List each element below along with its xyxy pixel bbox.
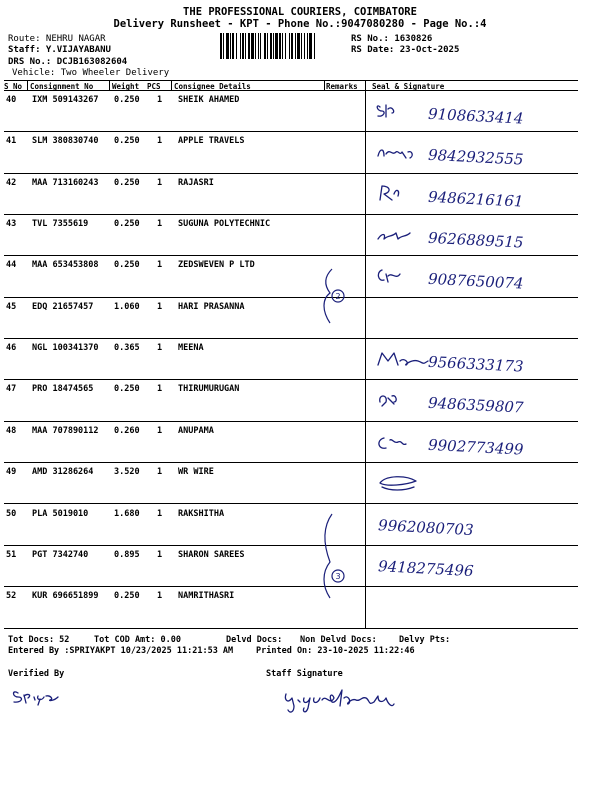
- cell-weight: 3.520: [114, 467, 140, 478]
- cell-consignee: RAJASRI: [178, 177, 214, 188]
- handwritten-signature: [372, 262, 572, 296]
- verifier-signature: [10, 685, 70, 707]
- barcode-bar: [236, 33, 237, 59]
- barcode-bar: [282, 33, 283, 59]
- table-row: [4, 174, 578, 215]
- cell-consignee: SHARON SAREES: [178, 549, 245, 560]
- barcode-image: [220, 33, 346, 59]
- cell-sno: 43: [6, 219, 17, 230]
- handwritten-signature: [372, 138, 572, 172]
- cell-sno: 48: [6, 425, 17, 436]
- delivered-docs: Delvd Docs:: [226, 635, 283, 645]
- cell-sno: 52: [6, 591, 17, 602]
- handwritten-signature: [372, 345, 572, 379]
- handwritten-phone-number: 9418275496: [377, 556, 474, 580]
- handwritten-signature: [372, 469, 572, 503]
- handwritten-signature: [372, 221, 572, 255]
- barcode-bar: [285, 33, 286, 59]
- handwritten-phone-number: 9842932555: [427, 146, 524, 170]
- handwritten-signature: [372, 428, 572, 462]
- cell-sno: 45: [6, 301, 17, 312]
- handwritten-phone-number: 9626889515: [427, 228, 524, 252]
- col-divider: [109, 80, 110, 90]
- cell-consignee: MEENA: [178, 343, 204, 354]
- barcode-bar: [226, 33, 229, 59]
- handwritten-signature: [372, 511, 572, 545]
- staff-label: Staff: Y.VIJAYABANU: [8, 45, 111, 55]
- table-row: [4, 422, 578, 463]
- verified-by-label: Verified By: [8, 669, 65, 679]
- barcode-bar: [270, 33, 272, 59]
- cell-weight: 0.895: [114, 549, 140, 560]
- cell-pcs: 1: [157, 508, 163, 519]
- cell-consignment: TVL 7355619: [32, 219, 89, 230]
- staff-signature-label: Staff Signature: [266, 669, 343, 679]
- cell-sno: 51: [6, 549, 17, 560]
- cell-pcs: 1: [157, 136, 163, 147]
- cell-consignee: WR WIRE: [178, 467, 214, 478]
- table-row: [4, 256, 578, 297]
- cell-consignee: HARI PRASANNA: [178, 301, 245, 312]
- company-title: THE PROFESSIONAL COURIERS, COIMBATORE: [183, 6, 417, 18]
- barcode-bar: [314, 33, 315, 59]
- cell-pcs: 1: [157, 384, 163, 395]
- cell-consignee: NAMRITHASRI: [178, 591, 235, 602]
- cell-weight: 0.250: [114, 95, 140, 105]
- cell-consignee: APPLE TRAVELS: [178, 136, 245, 147]
- barcode-bar: [260, 33, 261, 59]
- cell-weight: 0.250: [114, 219, 140, 230]
- table-row: [4, 587, 578, 628]
- cell-pcs: 1: [157, 425, 163, 436]
- total-cod: Tot COD Amt: 0.00: [94, 635, 181, 645]
- cell-sno: 42: [6, 177, 17, 188]
- barcode-bar: [251, 33, 254, 59]
- col-header-pcs: PCS: [147, 82, 161, 91]
- cell-sno: 47: [6, 384, 17, 395]
- cell-weight: 0.260: [114, 425, 140, 436]
- cell-consignee: THIRUMURUGAN: [178, 384, 240, 395]
- cell-consignee: SUGUNA POLYTECHNIC: [178, 219, 271, 230]
- runsheet-subtitle: Delivery Runsheet - KPT - Phone No.:9047080280 - Page No.:4: [113, 18, 487, 30]
- cell-weight: 1.680: [114, 508, 140, 519]
- cell-weight: 0.365: [114, 343, 140, 354]
- barcode-bar: [279, 33, 281, 59]
- barcode-bar: [240, 33, 241, 59]
- cell-pcs: 1: [157, 591, 163, 602]
- table-row: [4, 339, 578, 380]
- barcode-bar: [245, 33, 246, 59]
- barcode-bar: [264, 33, 266, 59]
- handwritten-phone-number: 9486359807: [427, 394, 524, 418]
- barcode-bar: [309, 33, 312, 59]
- handwritten-phone-number: 9087650074: [427, 270, 524, 294]
- cell-sno: 49: [6, 467, 17, 478]
- handwritten-phone-number: 9962080703: [377, 515, 474, 539]
- vehicle-label: Vehicle: Two Wheeler Delivery: [12, 68, 170, 78]
- cell-pcs: 1: [157, 219, 163, 230]
- handwritten-signature: [372, 97, 572, 131]
- col-header-seal: Seal & Signature: [372, 82, 445, 91]
- cell-pcs: 1: [157, 549, 163, 560]
- handwritten-signature: [372, 552, 572, 586]
- barcode-bar: [223, 33, 224, 59]
- table-row: [4, 546, 578, 587]
- rs-date: RS Date: 23-Oct-2025: [351, 45, 460, 55]
- handwritten-phone-number: 9566333173: [427, 352, 524, 376]
- handwritten-signature: [372, 386, 572, 420]
- staff-signature: [282, 684, 412, 718]
- col-divider: [27, 80, 28, 90]
- barcode-bar: [307, 33, 308, 59]
- barcode-bar: [267, 33, 268, 59]
- barcode-bar: [297, 33, 300, 59]
- table-row: [4, 132, 578, 173]
- row-divider: [4, 628, 578, 629]
- handwritten-signature: [372, 180, 572, 214]
- barcode-bar: [258, 33, 259, 59]
- cell-consignment: MAA 707890112: [32, 425, 99, 436]
- cell-pcs: 1: [157, 177, 163, 188]
- cell-consignment: NGL 100341370: [32, 343, 99, 354]
- col-header-weight: Weight: [112, 82, 140, 91]
- table-row: [4, 298, 578, 339]
- cell-consignee: ZEDSWEVEN P LTD: [178, 260, 255, 271]
- cell-consignment: KUR 696651899: [32, 591, 99, 602]
- cell-consignment: SLM 380830740: [32, 136, 99, 147]
- cell-consignee: ANUPAMA: [178, 425, 214, 436]
- group-bracket-top: [318, 265, 348, 327]
- cell-sno: 44: [6, 260, 17, 271]
- handwritten-phone-number: 9486216161: [427, 187, 524, 211]
- cell-consignment: PGT 7342740: [32, 549, 89, 560]
- delivery-table: [4, 80, 578, 628]
- col-divider: [171, 80, 172, 90]
- cell-sno: 50: [6, 508, 17, 519]
- cell-weight: 0.250: [114, 260, 140, 271]
- svg-text:2: 2: [335, 292, 341, 301]
- barcode-bar: [255, 33, 256, 59]
- barcode-bar: [289, 33, 290, 59]
- cell-consignment: AMD 31286264: [32, 467, 94, 478]
- cell-consignment: MAA 653453808: [32, 260, 99, 271]
- entered-by: Entered By :SPRIYAKPT 10/23/2025 11:21:53 AM: [8, 646, 234, 656]
- cell-consignee: SHEIK AHAMED: [178, 95, 240, 105]
- cell-pcs: 1: [157, 95, 163, 105]
- cell-consignee: RAKSHITHA: [178, 508, 225, 519]
- cell-consignment: EDQ 21657457: [32, 301, 94, 312]
- handwritten-phone-number: 9902773499: [427, 435, 524, 459]
- cell-consignment: PRO 18474565: [32, 384, 94, 395]
- barcode-bar: [232, 33, 234, 59]
- col-header-consignment: Consignment No: [30, 82, 94, 91]
- cell-sno: 40: [6, 95, 17, 105]
- barcode-bar: [248, 33, 250, 59]
- group-bracket-bottom: [318, 510, 348, 602]
- cell-consignment: PLA 5019010: [32, 508, 89, 519]
- cell-pcs: 1: [157, 467, 163, 478]
- col-header-consignee: Consignee Details: [174, 82, 251, 91]
- route-label: Route: NEHRU NAGAR: [8, 34, 106, 44]
- rs-number: RS No.: 1630826: [351, 34, 433, 44]
- table-row: [4, 91, 578, 132]
- printed-on: Printed On: 23-10-2025 11:22:46: [256, 646, 415, 656]
- cell-sno: 41: [6, 136, 17, 147]
- cell-pcs: 1: [157, 343, 163, 354]
- col-header-remarks: Remarks: [326, 82, 358, 91]
- cell-pcs: 1: [157, 301, 163, 312]
- barcode-bar: [273, 33, 274, 59]
- barcode-bar: [304, 33, 305, 59]
- cell-consignment: MAA 713160243: [32, 177, 99, 188]
- col-header-sno: S No: [4, 82, 23, 91]
- cell-weight: 0.250: [114, 177, 140, 188]
- cell-weight: 0.250: [114, 384, 140, 395]
- table-row: [4, 215, 578, 256]
- barcode-bar: [242, 33, 244, 59]
- table-row: [4, 505, 578, 546]
- table-row: [4, 463, 578, 504]
- col-divider: [324, 80, 325, 90]
- cell-weight: 0.250: [114, 136, 140, 147]
- drs-number: DRS No.: DCJB163082604: [8, 57, 128, 67]
- barcode-bar: [275, 33, 278, 59]
- barcode-bar: [291, 33, 293, 59]
- delivery-points: Delvy Pts:: [399, 635, 451, 645]
- total-docs: Tot Docs: 52: [8, 635, 70, 645]
- svg-text:3: 3: [335, 572, 341, 581]
- barcode-bar: [295, 33, 296, 59]
- table-top-border: [4, 80, 578, 81]
- handwritten-phone-number: 9108633414: [427, 104, 524, 128]
- table-row: [4, 380, 578, 421]
- cell-sno: 46: [6, 343, 17, 354]
- barcode-bar: [230, 33, 231, 59]
- cell-pcs: 1: [157, 260, 163, 271]
- cell-weight: 0.250: [114, 591, 140, 602]
- cell-weight: 1.060: [114, 301, 140, 312]
- barcode-bar: [301, 33, 302, 59]
- cell-consignment: IXM 509143267: [32, 95, 99, 105]
- non-delivered-docs: Non Delvd Docs:: [300, 635, 377, 645]
- barcode-bar: [220, 33, 222, 59]
